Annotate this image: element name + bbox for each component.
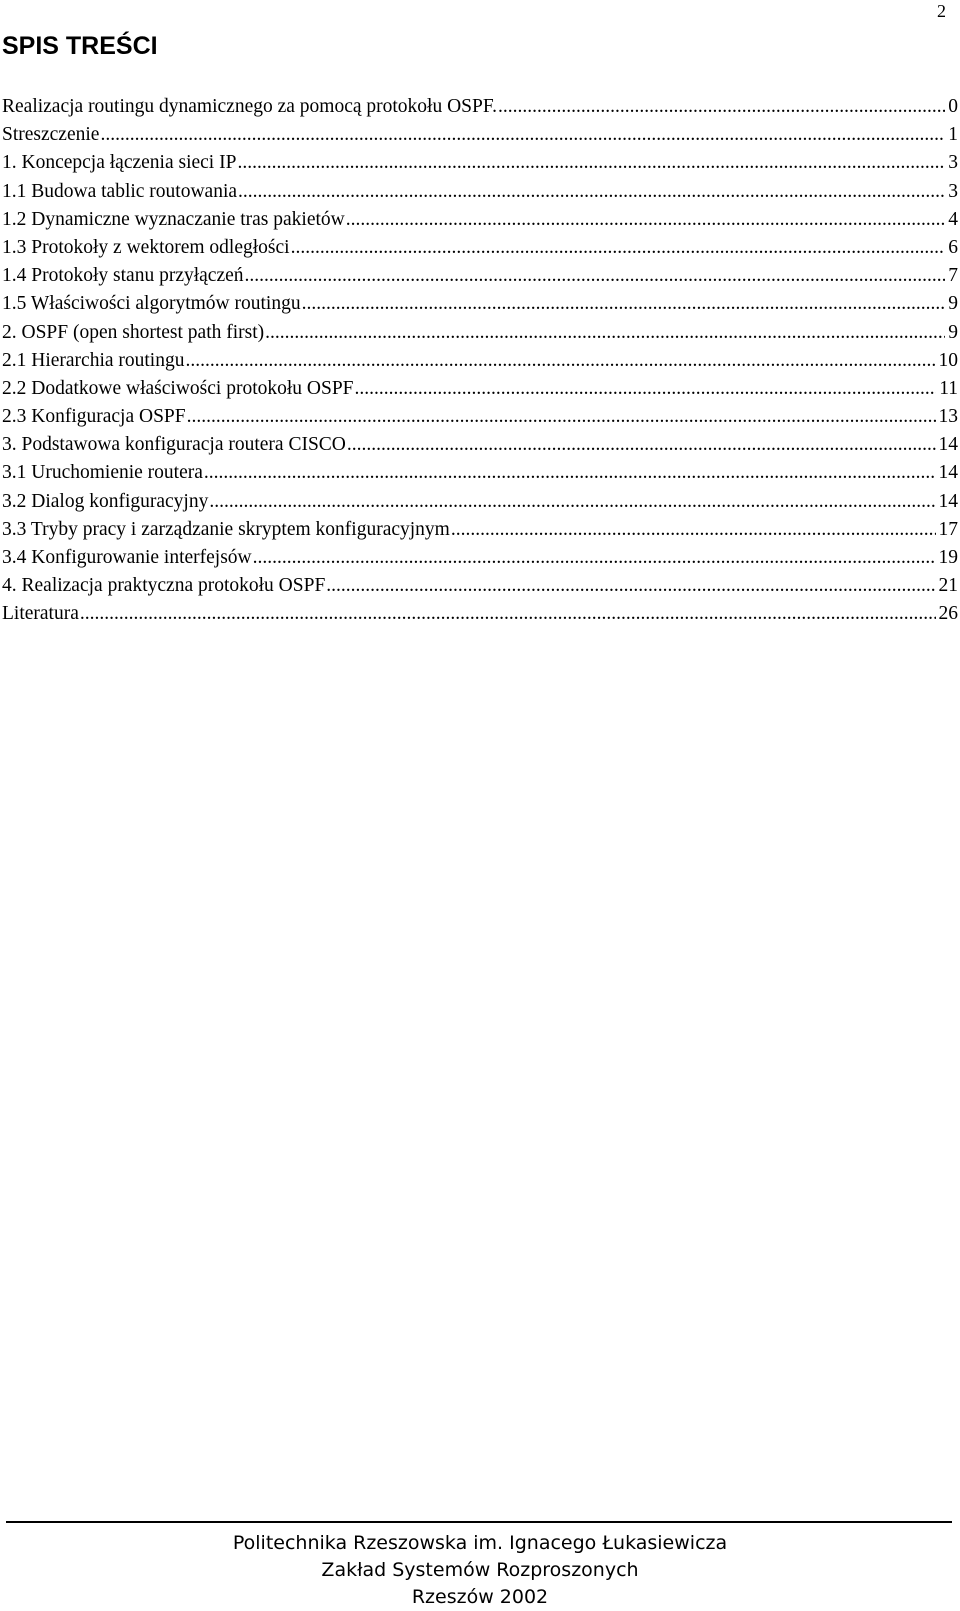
toc-entry-page: 11: [939, 377, 958, 399]
toc-entry-page: 4: [948, 208, 958, 230]
toc-dot-leader: [302, 290, 946, 318]
toc-entry-page: 3: [948, 180, 958, 202]
toc-entry[interactable]: [2, 262, 958, 290]
toc-dot-leader: [209, 488, 935, 516]
toc-entry-label: Literatura: [2, 603, 79, 625]
toc-entry[interactable]: [2, 375, 958, 403]
toc-entry-label: 2.1 Hierarchia routingu: [2, 349, 185, 371]
toc-entry-page: 0: [948, 96, 958, 117]
footer-university: Politechnika Rzeszowska im. Ignacego Łukasiewicza: [232, 1532, 728, 1554]
toc-entry[interactable]: [2, 572, 958, 600]
toc-entry-label: Realizacja routingu dynamicznego za pomocą protokołu OSPF.: [2, 96, 498, 117]
toc-entry-page: 13: [938, 406, 958, 428]
toc-dot-leader: [346, 206, 946, 234]
toc-dot-leader: [253, 544, 936, 572]
toc-entry[interactable]: [2, 178, 958, 206]
toc-entry-label: 4. Realizacja praktyczna protokołu OSPF: [2, 575, 326, 597]
toc-entry-label: 1.2 Dynamiczne wyznaczanie tras pakietów: [2, 208, 345, 230]
toc-dot-leader: [326, 572, 935, 600]
toc-dot-leader: [451, 516, 936, 544]
toc-entry[interactable]: [2, 431, 958, 459]
toc-dot-leader: [347, 431, 936, 459]
toc-dot-leader: [238, 178, 945, 206]
toc-entry-label: Streszczenie: [2, 124, 100, 146]
toc-entry-page: 14: [938, 462, 958, 484]
toc-entry-label: 2.3 Konfiguracja OSPF: [2, 406, 186, 428]
toc-entry-label: 3.4 Konfigurowanie interfejsów: [2, 547, 252, 568]
toc-dot-leader: [237, 149, 945, 177]
toc-title: SPIS TREŚCI: [2, 32, 158, 60]
toc-entry-label: 1.3 Protokoły z wektorem odległości: [2, 236, 290, 258]
toc-entry[interactable]: [2, 121, 958, 149]
toc-entry-page: 17: [938, 518, 958, 540]
toc-entry-page: 26: [938, 603, 958, 625]
toc-entry[interactable]: [2, 544, 958, 572]
toc-entry[interactable]: [2, 488, 958, 516]
toc-entry-page: 14: [938, 490, 958, 512]
toc-entry-label: 1. Koncepcja łączenia sieci IP: [2, 152, 237, 174]
toc-dot-leader: [355, 375, 937, 403]
toc-entry-page: 1: [948, 124, 958, 146]
toc-entry-page: 19: [938, 547, 958, 568]
page-number: 2: [937, 1, 946, 21]
toc-entry-page: 21: [938, 575, 958, 597]
toc-entry-label: 3.1 Uruchomienie routera: [2, 462, 203, 484]
page-footer: [0, 1521, 960, 1611]
toc-entry[interactable]: [2, 206, 958, 234]
toc-entry-page: 10: [938, 349, 958, 371]
toc-entry[interactable]: [2, 403, 958, 431]
toc-dot-leader: [185, 347, 935, 375]
toc-entry[interactable]: [2, 347, 958, 375]
toc-entry-label: 1.5 Właściwości algorytmów routingu: [2, 293, 301, 315]
toc-dot-leader: [80, 600, 936, 628]
toc-entry-label: 1.1 Budowa tablic routowania: [2, 180, 238, 202]
toc-entry[interactable]: [2, 290, 958, 318]
toc-entry-page: 3: [948, 152, 958, 174]
toc-entry[interactable]: [2, 319, 958, 347]
toc-entry-label: 2.2 Dodatkowe właściwości protokołu OSPF: [2, 377, 354, 399]
toc-entry-page: 7: [948, 265, 958, 287]
toc-dot-leader: [291, 234, 946, 262]
toc-entry[interactable]: [2, 459, 958, 487]
toc-entry-label: 2. OSPF (open shortest path first): [2, 321, 265, 343]
toc-dot-leader: [100, 121, 945, 149]
toc-dot-leader: [245, 262, 946, 290]
toc-entry-label: 3. Podstawowa konfiguracja routera CISCO: [2, 434, 346, 456]
toc-entry-page: 9: [948, 321, 958, 343]
toc-entry-label: 3.2 Dialog konfiguracyjny: [2, 490, 209, 512]
toc-entry-page: 6: [948, 236, 958, 258]
toc-list: [2, 93, 958, 629]
toc-entry[interactable]: [2, 93, 958, 121]
toc-entry[interactable]: [2, 149, 958, 177]
footer-place-year: Rzeszów 2002: [411, 1586, 549, 1608]
toc-dot-leader: [187, 403, 936, 431]
footer-department: Zakład Systemów Rozproszonych: [321, 1559, 639, 1581]
toc-entry-page: 9: [948, 293, 958, 315]
toc-dot-leader: [498, 93, 945, 121]
toc-entry[interactable]: [2, 600, 958, 628]
toc-entry-label: 3.3 Tryby pracy i zarządzanie skryptem konfiguracyjnym: [2, 518, 450, 540]
toc-entry-page: 14: [938, 434, 958, 456]
toc-dot-leader: [265, 319, 945, 347]
toc-entry[interactable]: [2, 234, 958, 262]
toc-entry-label: 1.4 Protokoły stanu przyłączeń: [2, 265, 244, 287]
toc-entry[interactable]: [2, 516, 958, 544]
toc-dot-leader: [204, 459, 936, 487]
